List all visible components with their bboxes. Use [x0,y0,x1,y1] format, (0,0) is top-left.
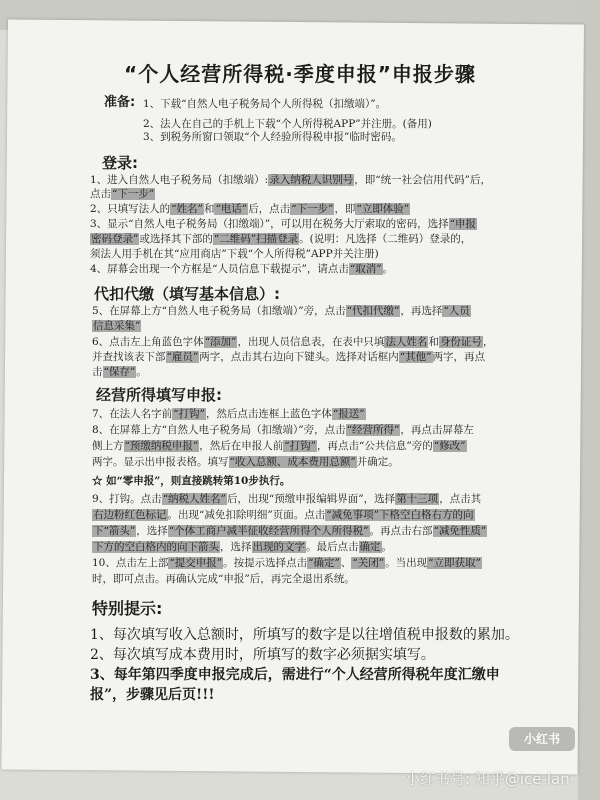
highlight: “提交申报” [169,557,223,569]
highlight: “关闭” [352,557,385,569]
business-step-9-cont-3: 下方的空白格内的向下箭头，选择出现的文字。最后点击确定。 [93,541,392,553]
highlight: “报送” [332,408,365,420]
prep-label: 准备: [104,95,136,110]
highlight: 右边粉红色标记 [93,509,167,521]
highlight: “下一步” [291,203,334,215]
highlight: 录入纳税人识别号 [269,174,354,186]
highlight: 密码登录” [91,233,139,245]
withhold-step-5-cont [92,320,141,333]
highlight: “人员 [443,305,470,317]
highlight: “立即体验” [356,203,410,215]
business-heading: 经营所得填写申报: [96,386,222,404]
tip-3: 3、每年第四季度申报完成后，需进行“个人经营所得税年度汇缴申 [90,667,500,683]
highlight: 确定 [359,541,381,553]
highlight: “电话” [215,203,248,215]
business-step-10: 10、点击左上部“提交申报”。按提示选择点击“确定”、“关闭”。当出现“立即获取” [92,557,481,569]
highlight: “个体工商户减半征收经营所得个人所得税” [168,525,369,537]
business-step-9-cont-2: 下“箭头”，选择“个体工商户减半征收经营所得个人所得税”。再点击右部“减免性质” [93,525,487,537]
highlight: “保存” [103,366,136,378]
prep-item-2: 2、法人在自己的手机上下载“个人所得税APP”并注册。(备用) [143,118,432,130]
highlight: 出现的文字 [252,541,305,553]
business-step-9: 9、打钩。点击“纳税人姓名”后，出现“预缴申报编辑界面”，选择第十三项，点击其 [92,493,482,505]
highlight: “纳税人姓名” [162,493,226,505]
business-step-8: 8、在屏幕上方“自然人电子税务局（扣缴端）”旁，点击“经营所得”，再点击屏幕左 [92,424,474,436]
highlight: “其他” [399,351,432,363]
withhold-step-6-cont: 并查找该表下部“雇员”两字，点击其右边向下键头。选择对话框内“其他”两字，再点 [92,351,485,363]
document-title: “个人经营所得税·季度申报”申报步骤 [124,62,476,86]
highlight: “减免事项”下格空白格右方的向 [326,509,474,521]
login-step-2: 2、只填写法人的“姓名”和“电话”后，点击“下一步”，即“立即体验” [90,203,410,215]
highlight: “立即获取” [428,557,481,569]
highlight: “打钩” [173,408,205,420]
highlight: “姓名” [171,203,203,215]
prep-item-3: 3、到税务所窗口领取“个人经验所得税申报”临时密码。 [143,131,402,143]
highlight: “减免性质” [433,525,487,537]
highlight: “预缴纳税申报” [124,440,199,452]
highlight: “修改” [433,440,466,452]
highlight: “代扣代缴” [346,305,400,317]
withhold-step-5: 5、在屏幕上方“自然人电子税务局（扣缴端）”旁，点击“代扣代缴”，再选择“人员 [92,305,470,317]
special-heading: 特别提示: [92,599,163,618]
xiaohongshu-logo-badge: 小红书 [509,727,575,751]
zero-declare-note: ☆ 如“零申报”，则直接跳转第10步执行。 [92,475,291,487]
business-step-7: 7、在法人名字前“打钩”，然后点击连框上蓝色字体“报送” [92,408,365,420]
watermark-text: 小红书号: 知乎@ice-lan [405,770,570,788]
highlight: “添加” [204,336,237,348]
highlight: 身份证号 [439,336,482,348]
login-heading: 登录: [102,154,138,172]
highlight: “取消” [349,263,382,275]
withhold-heading: 代扣代缴（填写基本信息）: [94,285,280,303]
highlight: “雇员” [166,351,199,363]
highlight: 下“箭头” [93,525,136,537]
tip-3-cont: 报”，步骤见后页!!! [90,687,215,703]
login-step-1-cont: 点击“下一步” [90,188,155,200]
highlight: “二维码”扫描登录 [213,233,299,245]
prep-item-1: 1、下载“自然人电子税务局个人所得税（扣缴端）”。 [143,98,387,110]
login-step-4: 4、屏幕会出现一个方框是“人员信息下载提示”，请点击“取消”。 [90,263,394,275]
withhold-step-6: 6、点击左上角蓝色字体“添加”，出现人员信息表，在表中只填法人姓名和身份证号， [92,336,494,348]
business-step-8-cont-2: 两字。显示出申报表格。填写“收入总额、成本费用总额”并确定。 [92,456,399,468]
highlight: 下方的空白格内的向下箭头 [93,541,219,553]
login-step-3: 3、显示“自然人电子税务局（扣缴端）”，可以用在税务大厅索取的密码，选择“申报 [90,218,477,230]
highlight: “确定” [308,557,340,569]
highlight: 法人姓名 [385,336,428,348]
tip-2: 2、每次填写成本费用时，所填写的数字必须据实填写。 [90,647,435,663]
highlight: “下一步” [112,188,155,200]
highlight: “申报 [449,218,477,230]
highlight: 第十三项 [396,493,439,505]
withhold-step-6-cont-2: 击“保存”。 [92,366,147,378]
login-step-1: 1、进入自然人电子税务局（扣缴端）:录入纳税人识别号，即“统一社会信用代码”后， [90,174,491,186]
tip-1: 1、每次填写收入总额时，所填写的数字是以往增值税申报数的累加。 [90,627,519,643]
highlight: 信息采集” [93,320,141,332]
business-step-9-cont: 右边粉红色标记。出现“减免扣除明细”页面。点击“减免事项”下格空白格右方的向 [93,509,474,521]
business-step-10-cont: 时，即可点击。再确认完成“申报”后，再完全退出系统。 [92,573,355,585]
business-step-8-cont: 侧上方“预缴纳税申报”，然后在申报人前“打钩”，再点击“公共信息”旁的“修改” [92,440,466,452]
highlight: “经营所得” [346,424,400,436]
login-step-3-cont-2: 须法人用手机在其“应用商店”下载“个人所得税”APP并关注册) [90,248,379,260]
highlight: “打钩” [284,440,316,452]
login-step-3-cont: 密码登录”或选择其下部的“二维码”扫描登录。(说明：凡选择（二维码）登录的， [91,233,472,245]
highlight: “收入总额、成本费用总额” [229,456,356,468]
